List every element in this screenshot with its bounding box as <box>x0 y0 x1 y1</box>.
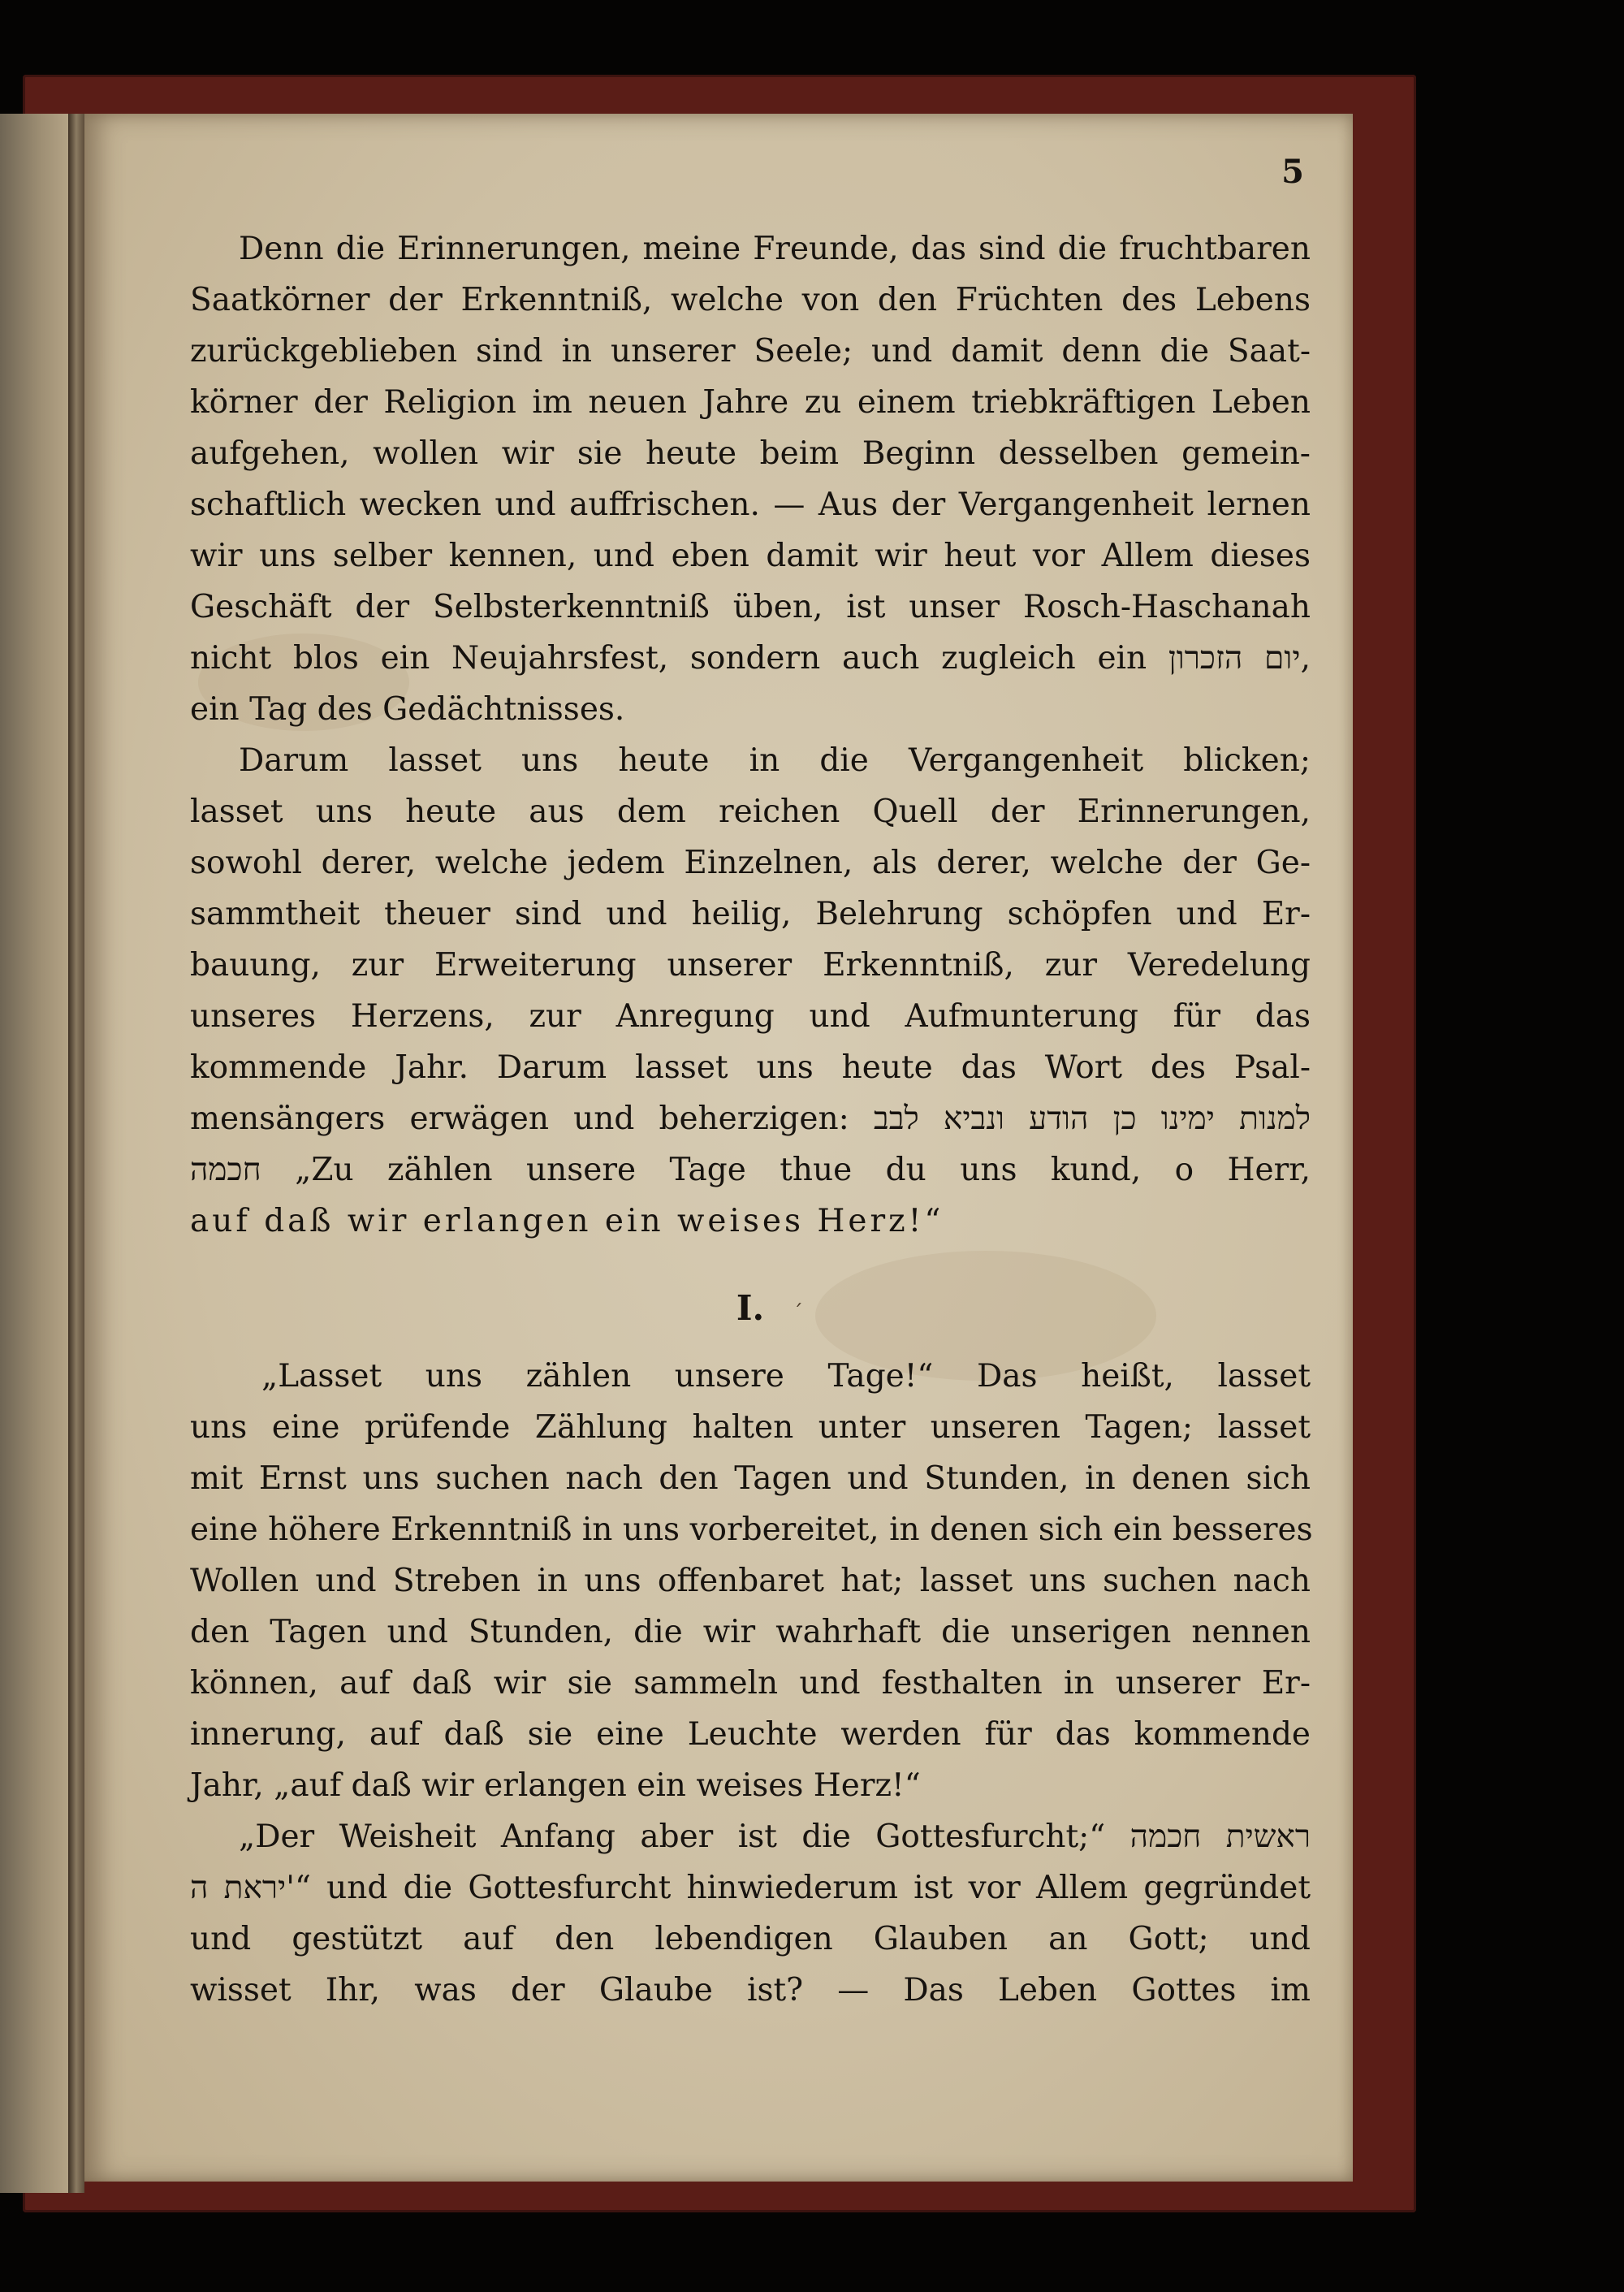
pencil-mark: ˊ <box>793 1301 803 1325</box>
text-line: ein Tag des Gedächtnisses. <box>190 691 625 728</box>
text-line: auf daß wir erlangen ein weises Herz!“ <box>190 1203 944 1239</box>
text-line: Jahr, „auf daß wir erlangen ein weises Herz!“ <box>190 1767 921 1804</box>
left-page-edge <box>0 114 75 2193</box>
text-line: lasset uns heute aus dem reichen Quell der Erinnerungen, <box>190 794 1311 830</box>
page-number: 5 <box>1281 153 1304 191</box>
text-line: Saatkörner der Erkenntniß, welche von den Früchten des Lebens <box>190 282 1311 318</box>
text-line: sammtheit theuer sind und heilig, Belehrung schöpfen und Er- <box>190 896 1311 932</box>
text-line: Denn die Erinnerungen, meine Freunde, das sind die fruchtbaren <box>239 231 1311 267</box>
text-line: sowohl derer, welche jedem Einzelnen, als derer, welche der Ge- <box>190 845 1311 881</box>
text-line: körner der Religion im neuen Jahre zu einem triebkräftigen Leben <box>190 384 1311 421</box>
text-line: zurückgeblieben sind in unserer Seele; und damit denn die Saat- <box>190 333 1311 370</box>
book-page <box>84 114 1353 2182</box>
text-line: חכמה „Zu zählen unsere Tage thue du uns kund, o Herr, <box>190 1152 1311 1188</box>
text-line: wir uns selber kennen, und eben damit wir heut vor Allem dieses <box>190 538 1311 574</box>
book-gutter <box>68 114 84 2193</box>
text-line: mit Ernst uns suchen nach den Tagen und Stunden, in denen sich <box>190 1460 1311 1497</box>
text-line: mensängers erwägen und beherzigen: למנות ימינו כן הודע ונביא לבב <box>190 1101 1311 1137</box>
text-line: Darum lasset uns heute in die Vergangenheit blicken; <box>239 742 1311 779</box>
text-line: „Lasset uns zählen unsere Tage!“ Das heißt, lasset <box>261 1358 1311 1395</box>
text-line: „Der Weisheit Anfang aber ist die Gottesfurcht;“ ראשית חכמה <box>239 1818 1311 1855</box>
text-line: wisset Ihr, was der Glaube ist? — Das Leben Gottes im <box>190 1972 1311 2009</box>
text-line: innerung, auf daß sie eine Leuchte werden für das kommende <box>190 1716 1311 1753</box>
text-line: kommende Jahr. Darum lasset uns heute das Wort des Psal- <box>190 1049 1311 1086</box>
text-line: יראת ה'“ und die Gottesfurcht hinwiederum ist vor Allem gegründet <box>190 1870 1311 1906</box>
text-line: Geschäft der Selbsterkenntniß üben, ist unser Rosch-Haschanah <box>190 589 1311 625</box>
text-line: bauung, zur Erweiterung unserer Erkenntniß, zur Veredelung <box>190 947 1311 984</box>
text-line: aufgehen, wollen wir sie heute beim Beginn desselben gemein- <box>190 435 1311 472</box>
text-line: unseres Herzens, zur Anregung und Aufmunterung für das <box>190 998 1311 1035</box>
text-line: und gestützt auf den lebendigen Glauben an Gott; und <box>190 1921 1311 1957</box>
text-line: eine höhere Erkenntniß in uns vorbereitet, in denen sich ein besseres <box>190 1511 1313 1548</box>
text-line: uns eine prüfende Zählung halten unter unseren Tagen; lasset <box>190 1409 1311 1446</box>
text-line: können, auf daß wir sie sammeln und festhalten in unserer Er- <box>190 1665 1311 1702</box>
text-line: den Tagen und Stunden, die wir wahrhaft die unserigen nennen <box>190 1614 1311 1650</box>
section-heading: I. <box>736 1288 765 1328</box>
text-line: nicht blos ein Neujahrsfest, sondern auch zugleich ein יום הזכרון, <box>190 640 1311 677</box>
text-line: schaftlich wecken und auffrischen. — Aus der Vergangenheit lernen <box>190 487 1311 523</box>
text-line: Wollen und Streben in uns offenbaret hat; lasset uns suchen nach <box>190 1563 1311 1599</box>
